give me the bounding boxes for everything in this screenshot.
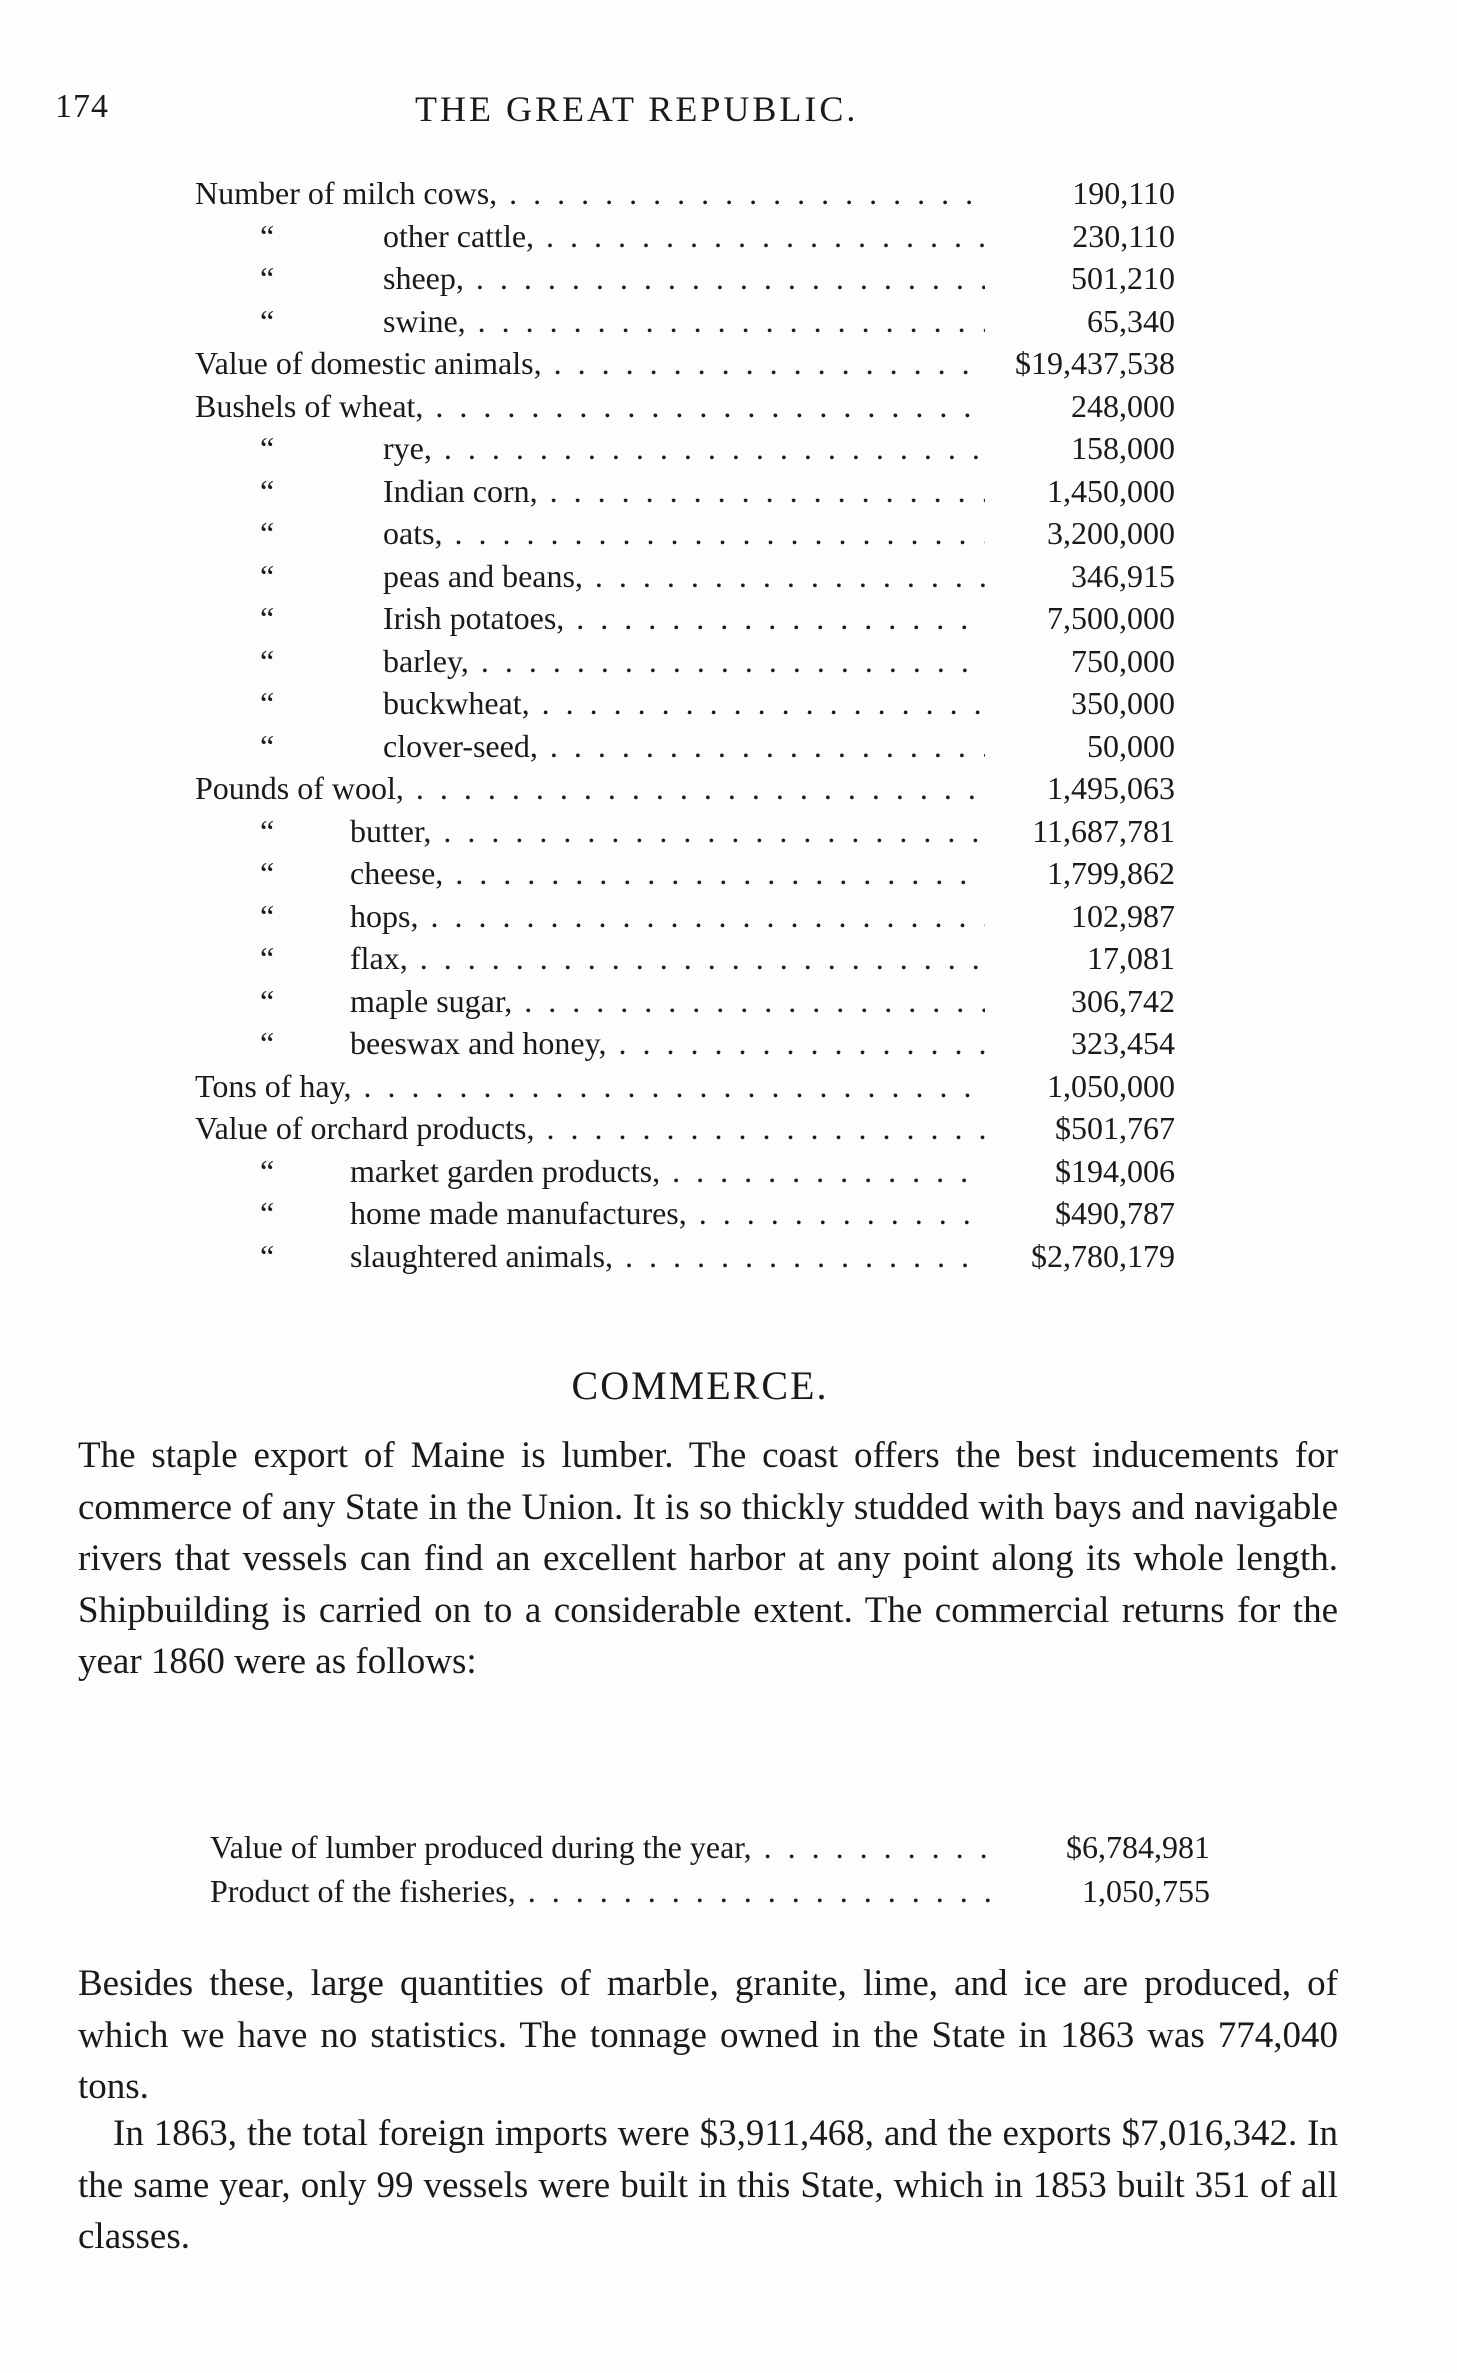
ditto-mark: “ [260, 727, 275, 764]
stat-value: $194,006 [1055, 1152, 1175, 1189]
stat-value: 1,799,862 [1047, 855, 1175, 891]
stat-value: 17,081 [1087, 940, 1175, 976]
stat-row [195, 810, 1195, 853]
stat-value: 11,687,781 [1032, 812, 1175, 849]
stat-label: buckwheat, . . . [383, 682, 1173, 725]
running-title: THE GREAT REPUBLIC. [415, 89, 859, 129]
stat-label: butter, . . . [350, 810, 1140, 853]
stat-row [195, 342, 1195, 385]
ditto-mark: “ [260, 855, 275, 891]
stat-value: 7,500,000 [1047, 600, 1175, 636]
stat-label: Indian corn, . . . [383, 470, 1173, 513]
ditto-mark: “ [260, 642, 275, 679]
stat-label: other cattle, . . . [383, 215, 1173, 258]
commerce-intro-paragraph: The staple export of Maine is lumber. The coast offers the best inducements for commerce of any State in the Union. It is so thickly studded with bays and navigable rivers that vessels can find an excellent harbor at any point along its whole length. Shipbuilding is carried on to a considerable extent. The commercial returns for the year 1860 were as follows: [78, 1435, 1338, 1682]
ditto-mark: “ [260, 897, 275, 934]
stat-row [195, 470, 1195, 513]
stat-row [195, 300, 1195, 343]
stat-label: cheese, . . . [350, 852, 1140, 895]
ditto-mark: “ [260, 1195, 275, 1231]
stat-label: Product of the fisheries, . . . [210, 1869, 1000, 1913]
stat-value: 1,050,755 [1082, 1873, 1210, 1909]
stat-value: 1,050,000 [1047, 1067, 1175, 1104]
stat-row [195, 1022, 1195, 1065]
stat-value: 3,200,000 [1047, 515, 1175, 551]
stat-label: home made manufactures, . . . [350, 1192, 1180, 1235]
stat-row [195, 937, 1195, 980]
ditto-mark: “ [260, 600, 275, 636]
stat-label: hops, . . . [350, 895, 1140, 938]
stat-label: barley, . . . [383, 640, 1173, 683]
stat-value: $6,784,981 [1066, 1829, 1210, 1865]
stat-label: rye, . . . [383, 427, 1173, 470]
stat-label: Number of milch cows, . . . [195, 172, 985, 215]
stat-label: oats, . . . [383, 512, 1173, 555]
stat-row [195, 215, 1195, 258]
section-title: COMMERCE. [571, 1363, 829, 1408]
stat-row [195, 1065, 1195, 1108]
agricultural-statistics-table [195, 172, 1195, 1277]
stat-value: 1,450,000 [1047, 472, 1175, 509]
stat-label: slaughtered animals, . . . [350, 1235, 1180, 1278]
stat-label: clover-seed, . . . [383, 725, 1173, 768]
imports-paragraph: In 1863, the total foreign imports were $3,911,468, and the exports $7,016,342. In the same year, only 99 vessels were built in this State, which in 1853 built 351 of all classes. [78, 2113, 1338, 2257]
stat-label: Value of lumber produced during the year, . . . [210, 1825, 1000, 1869]
stat-value: 1,495,063 [1047, 770, 1175, 806]
stat-value: 158,000 [1071, 430, 1175, 466]
stat-row [195, 385, 1195, 428]
stat-row [195, 852, 1195, 895]
stat-row [195, 767, 1195, 810]
stat-row [210, 1869, 1210, 1913]
ditto-mark: “ [260, 1152, 275, 1189]
stat-value: 346,915 [1071, 557, 1175, 594]
stat-value: 230,110 [1072, 217, 1175, 254]
stat-row [195, 640, 1195, 683]
stat-row [195, 512, 1195, 555]
stat-value: 323,454 [1071, 1025, 1175, 1061]
ditto-mark: “ [260, 515, 275, 551]
stat-label: swine, . . . [383, 300, 1173, 343]
stat-value: 350,000 [1071, 685, 1175, 721]
stat-row [195, 980, 1195, 1023]
stat-label: Value of domestic animals, . . . [195, 342, 985, 385]
ditto-mark: “ [260, 1025, 275, 1061]
stat-value: $2,780,179 [1031, 1237, 1175, 1274]
stat-value: $501,767 [1055, 1110, 1175, 1146]
stat-value: $490,787 [1055, 1195, 1175, 1231]
stat-row [195, 555, 1195, 598]
stat-row [195, 427, 1195, 470]
stat-row [195, 1235, 1195, 1278]
stat-row [195, 172, 1195, 215]
stat-row [195, 1150, 1195, 1193]
stat-label: maple sugar, . . . [350, 980, 1140, 1023]
stat-row [195, 257, 1195, 300]
ditto-mark: “ [260, 685, 275, 721]
stat-label: flax, . . . [350, 937, 1140, 980]
stat-label: peas and beans, . . . [383, 555, 1173, 598]
ditto-mark: “ [260, 430, 275, 466]
page-header [55, 88, 965, 138]
stat-label: Irish potatoes, . . . [383, 597, 1173, 640]
ditto-mark: “ [260, 302, 275, 339]
stat-row [195, 1107, 1195, 1150]
stat-label: Pounds of wool, . . . [195, 767, 985, 810]
ditto-mark: “ [260, 557, 275, 594]
stat-row [195, 682, 1195, 725]
ditto-mark: “ [260, 812, 275, 849]
stat-row [195, 597, 1195, 640]
ditto-mark: “ [260, 472, 275, 509]
commerce-statistics-table [210, 1825, 1210, 1913]
stat-value: 102,987 [1071, 897, 1175, 934]
stat-label: Value of orchard products, . . . [195, 1107, 985, 1150]
stat-row [195, 725, 1195, 768]
stat-value: 190,110 [1072, 175, 1175, 211]
stat-label: sheep, . . . [383, 257, 1173, 300]
stat-label: Bushels of wheat, . . . [195, 385, 985, 428]
stat-row [195, 1192, 1195, 1235]
stat-label: market garden products, . . . [350, 1150, 1180, 1193]
stat-row [210, 1825, 1210, 1869]
ditto-mark: “ [260, 940, 275, 976]
page-number: 174 [55, 88, 109, 125]
ditto-mark: “ [260, 260, 275, 296]
stat-value: 65,340 [1087, 302, 1175, 339]
stat-value: $19,437,538 [1015, 345, 1175, 381]
stat-value: 248,000 [1071, 387, 1175, 424]
stat-row [195, 895, 1195, 938]
ditto-mark: “ [260, 217, 275, 254]
stat-label: beeswax and honey, . . . [350, 1022, 1140, 1065]
ditto-mark: “ [260, 1237, 275, 1274]
stat-value: 501,210 [1071, 260, 1175, 296]
stat-value: 750,000 [1071, 642, 1175, 679]
stat-value: 306,742 [1071, 982, 1175, 1019]
ditto-mark: “ [260, 982, 275, 1019]
stat-label: Tons of hay, . . . [195, 1065, 985, 1108]
stat-value: 50,000 [1087, 727, 1175, 764]
besides-paragraph: Besides these, large quantities of marble, granite, lime, and ice are produced, of which we have no statistics. The tonnage owned in the State in 1863 was 774,040 tons. [78, 1963, 1338, 2107]
